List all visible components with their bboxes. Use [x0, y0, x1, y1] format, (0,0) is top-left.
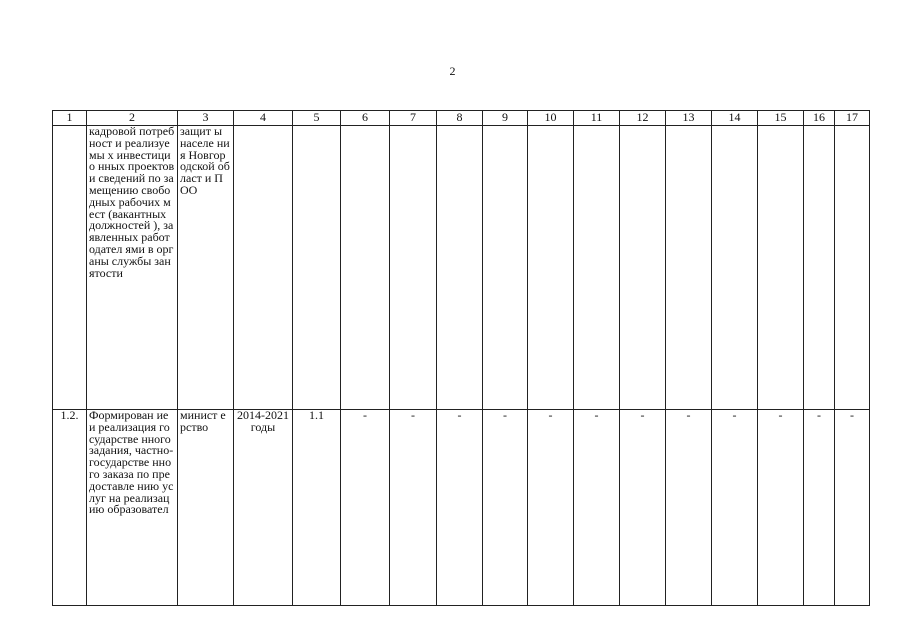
column-header: 3 [178, 111, 234, 126]
column-header: 16 [804, 111, 835, 126]
column-header: 15 [758, 111, 804, 126]
value-cell [804, 126, 835, 410]
period: 2014-2021 годы [234, 410, 293, 606]
value-cell: - [437, 410, 483, 606]
column-header: 9 [483, 111, 528, 126]
value-cell: - [528, 410, 574, 606]
value-cell [341, 126, 390, 410]
value-cell: - [835, 410, 870, 606]
column-header: 11 [574, 111, 620, 126]
value-cell [574, 126, 620, 410]
column-number-row [53, 111, 870, 126]
value-cell: - [758, 410, 804, 606]
activity-name: кадровой потребност и реализуемы х инвестицио нных проектов и сведений по замещению свободных рабочих мест (вакантных должностей ), заявленных работодател ями в органы службы занятости [87, 126, 178, 410]
value-cell [758, 126, 804, 410]
value-cell [666, 126, 712, 410]
executor: минист ерство [178, 410, 234, 606]
period [234, 126, 293, 410]
value-cell: - [620, 410, 666, 606]
column-header: 1 [53, 111, 87, 126]
value-cell: - [390, 410, 437, 606]
value-cell: - [483, 410, 528, 606]
indicator-ref: 1.1 [293, 410, 341, 606]
column-header: 6 [341, 111, 390, 126]
value-cell: - [574, 410, 620, 606]
column-header: 5 [293, 111, 341, 126]
value-cell [437, 126, 483, 410]
column-header: 7 [390, 111, 437, 126]
row-number: 1.2. [53, 410, 87, 606]
value-cell [483, 126, 528, 410]
column-header: 4 [234, 111, 293, 126]
column-header: 8 [437, 111, 483, 126]
table-row [53, 410, 870, 606]
column-header: 14 [712, 111, 758, 126]
column-header: 2 [87, 111, 178, 126]
value-cell [835, 126, 870, 410]
value-cell [712, 126, 758, 410]
value-cell: - [341, 410, 390, 606]
executor: защит ы населе ния Новгор одской област и ПОО [178, 126, 234, 410]
value-cell [528, 126, 574, 410]
activity-name: Формирован ие и реализация государстве нного задания, частно-государстве нного заказа по предоставле нию услуг на реализацию образовател [87, 410, 178, 606]
program-table [52, 110, 870, 606]
column-header: 10 [528, 111, 574, 126]
value-cell [390, 126, 437, 410]
page-number: 2 [449, 64, 456, 78]
value-cell: - [804, 410, 835, 606]
column-header: 13 [666, 111, 712, 126]
value-cell: - [666, 410, 712, 606]
value-cell [620, 126, 666, 410]
table-row [53, 126, 870, 410]
value-cell: - [712, 410, 758, 606]
row-number [53, 126, 87, 410]
column-header: 12 [620, 111, 666, 126]
indicator-ref [293, 126, 341, 410]
column-header: 17 [835, 111, 870, 126]
